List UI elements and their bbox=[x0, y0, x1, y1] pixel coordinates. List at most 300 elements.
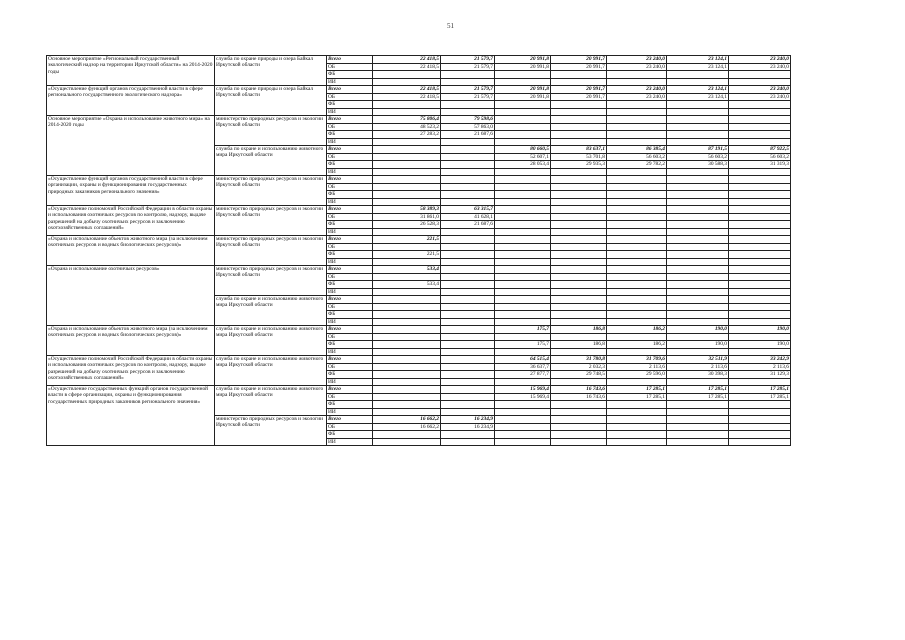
amount-cell bbox=[441, 138, 495, 146]
amount-cell: 190,0 bbox=[667, 341, 729, 349]
amount-cell bbox=[667, 431, 729, 439]
amount-cell: 175,7 bbox=[495, 341, 551, 349]
amount-cell bbox=[607, 183, 667, 191]
funding-source: Всего bbox=[327, 206, 373, 214]
funding-source: Всего bbox=[327, 356, 373, 364]
amount-cell bbox=[373, 431, 441, 439]
amount-cell bbox=[495, 236, 551, 244]
amount-cell bbox=[667, 176, 729, 184]
amount-cell bbox=[373, 348, 441, 356]
amount-cell bbox=[495, 311, 551, 319]
amount-cell bbox=[495, 138, 551, 146]
amount-cell bbox=[495, 296, 551, 304]
amount-cell bbox=[441, 236, 495, 244]
amount-cell: 33 242,9 bbox=[729, 356, 791, 364]
amount-cell bbox=[551, 438, 607, 446]
amount-cell bbox=[373, 243, 441, 251]
amount-cell: 16 234,9 bbox=[441, 416, 495, 424]
amount-cell bbox=[551, 251, 607, 259]
funding-source: ФБ bbox=[327, 341, 373, 349]
amount-cell: 17 285,1 bbox=[667, 393, 729, 401]
amount-cell bbox=[373, 161, 441, 169]
amount-cell bbox=[551, 221, 607, 229]
amount-cell bbox=[551, 431, 607, 439]
funding-source: Всего bbox=[327, 326, 373, 334]
amount-cell bbox=[551, 288, 607, 296]
responsible-executor: министерство природных ресурсов и экологии Иркутской области bbox=[215, 416, 327, 446]
responsible-executor: служба по охране природы и озера Байкал Иркутской области bbox=[215, 86, 327, 116]
amount-cell bbox=[667, 408, 729, 416]
funding-source: ОБ bbox=[327, 63, 373, 71]
amount-cell bbox=[729, 71, 791, 79]
amount-cell bbox=[607, 206, 667, 214]
funding-source: ОБ bbox=[327, 243, 373, 251]
amount-cell bbox=[551, 191, 607, 199]
funding-source: ФБ bbox=[327, 371, 373, 379]
amount-cell bbox=[551, 333, 607, 341]
amount-cell: 186,2 bbox=[607, 326, 667, 334]
amount-cell bbox=[729, 438, 791, 446]
amount-cell bbox=[495, 416, 551, 424]
amount-cell bbox=[729, 183, 791, 191]
amount-cell: 15 969,4 bbox=[495, 393, 551, 401]
funding-source: ИИ bbox=[327, 108, 373, 116]
amount-cell: 75 806,4 bbox=[373, 116, 441, 124]
funding-source: ФБ bbox=[327, 311, 373, 319]
amount-cell bbox=[667, 116, 729, 124]
amount-cell bbox=[607, 258, 667, 266]
amount-cell bbox=[607, 311, 667, 319]
amount-cell bbox=[607, 296, 667, 304]
amount-cell bbox=[495, 108, 551, 116]
amount-cell: 23 124,1 bbox=[667, 93, 729, 101]
amount-cell bbox=[495, 123, 551, 131]
amount-cell: 16 743,6 bbox=[551, 393, 607, 401]
amount-cell bbox=[667, 243, 729, 251]
amount-cell: 56 603,2 bbox=[729, 153, 791, 161]
amount-cell: 23 240,0 bbox=[607, 93, 667, 101]
amount-cell bbox=[441, 408, 495, 416]
amount-cell bbox=[495, 183, 551, 191]
amount-cell bbox=[551, 198, 607, 206]
amount-cell: 190,0 bbox=[729, 326, 791, 334]
amount-cell bbox=[495, 318, 551, 326]
amount-cell bbox=[729, 138, 791, 146]
funding-source: ФБ bbox=[327, 401, 373, 409]
amount-cell bbox=[551, 131, 607, 139]
amount-cell bbox=[551, 408, 607, 416]
amount-cell bbox=[495, 281, 551, 289]
activity-description: «Осуществление государственных функций органов государственной власти в сфере организации, охраны и функционирования государственных природных заказников регионального значения» bbox=[47, 386, 215, 446]
amount-cell: 26 528,3 bbox=[373, 221, 441, 229]
funding-source: ИИ bbox=[327, 228, 373, 236]
amount-cell bbox=[373, 176, 441, 184]
amount-cell: 53 701,8 bbox=[551, 153, 607, 161]
table-row bbox=[47, 266, 791, 274]
amount-cell bbox=[551, 311, 607, 319]
amount-cell bbox=[607, 78, 667, 86]
amount-cell bbox=[441, 333, 495, 341]
amount-cell bbox=[729, 333, 791, 341]
amount-cell bbox=[729, 311, 791, 319]
amount-cell bbox=[729, 401, 791, 409]
amount-cell bbox=[667, 288, 729, 296]
amount-cell bbox=[551, 176, 607, 184]
amount-cell bbox=[729, 288, 791, 296]
amount-cell bbox=[551, 416, 607, 424]
amount-cell bbox=[495, 116, 551, 124]
funding-source: ФБ bbox=[327, 281, 373, 289]
amount-cell: 17 285,1 bbox=[729, 386, 791, 394]
amount-cell bbox=[729, 431, 791, 439]
amount-cell bbox=[729, 273, 791, 281]
amount-cell: 533,4 bbox=[373, 281, 441, 289]
amount-cell: 20 991,8 bbox=[495, 86, 551, 94]
amount-cell: 63 315,7 bbox=[441, 206, 495, 214]
activity-description: Основное мероприятие «Региональный государственный экологический надзор на территории Иркутской области» на 2014-2020 годы bbox=[47, 56, 215, 86]
amount-cell bbox=[495, 221, 551, 229]
funding-source: ИИ bbox=[327, 378, 373, 386]
table-row bbox=[47, 56, 791, 64]
amount-cell bbox=[495, 78, 551, 86]
amount-cell: 87 191,5 bbox=[667, 146, 729, 154]
amount-cell bbox=[667, 423, 729, 431]
responsible-executor: служба по охране и использованию животного мира Иркутской области bbox=[215, 356, 327, 386]
amount-cell bbox=[667, 101, 729, 109]
amount-cell: 20 991,8 bbox=[495, 93, 551, 101]
amount-cell: 29 596,0 bbox=[607, 371, 667, 379]
amount-cell: 58 389,3 bbox=[373, 206, 441, 214]
amount-cell: 80 660,5 bbox=[495, 146, 551, 154]
amount-cell bbox=[373, 363, 441, 371]
amount-cell: 186,8 bbox=[551, 341, 607, 349]
amount-cell bbox=[729, 116, 791, 124]
amount-cell bbox=[373, 386, 441, 394]
amount-cell: 16 234,9 bbox=[441, 423, 495, 431]
amount-cell bbox=[441, 273, 495, 281]
amount-cell bbox=[667, 258, 729, 266]
amount-cell bbox=[551, 206, 607, 214]
amount-cell bbox=[551, 213, 607, 221]
amount-cell bbox=[373, 318, 441, 326]
amount-cell bbox=[607, 243, 667, 251]
amount-cell bbox=[607, 168, 667, 176]
funding-source: ОБ bbox=[327, 183, 373, 191]
activity-description: «Осуществление полномочий Российской Федерации в области охраны и использования охотничьих ресурсов по контролю, надзору, выдаче разрешений на добычу охотничьих ресурсов и заключению охотхозяйственных соглашений» bbox=[47, 206, 215, 236]
amount-cell bbox=[441, 243, 495, 251]
amount-cell bbox=[495, 176, 551, 184]
amount-cell bbox=[495, 401, 551, 409]
amount-cell: 31 861,0 bbox=[373, 213, 441, 221]
amount-cell bbox=[551, 78, 607, 86]
amount-cell bbox=[667, 198, 729, 206]
amount-cell: 23 240,0 bbox=[729, 86, 791, 94]
table-row bbox=[47, 176, 791, 184]
amount-cell: 21 687,6 bbox=[441, 221, 495, 229]
amount-cell bbox=[729, 101, 791, 109]
amount-cell bbox=[607, 266, 667, 274]
amount-cell bbox=[373, 138, 441, 146]
amount-cell: 15 969,4 bbox=[495, 386, 551, 394]
responsible-executor: служба по охране и использованию животного мира Иркутской области bbox=[215, 296, 327, 326]
funding-source: ФБ bbox=[327, 161, 373, 169]
funding-source: ФБ bbox=[327, 221, 373, 229]
amount-cell bbox=[667, 401, 729, 409]
amount-cell bbox=[441, 341, 495, 349]
amount-cell bbox=[729, 303, 791, 311]
amount-cell bbox=[441, 326, 495, 334]
amount-cell bbox=[729, 176, 791, 184]
amount-cell bbox=[607, 431, 667, 439]
amount-cell bbox=[373, 326, 441, 334]
amount-cell bbox=[373, 333, 441, 341]
amount-cell bbox=[729, 108, 791, 116]
amount-cell bbox=[667, 416, 729, 424]
table-row bbox=[47, 86, 791, 94]
activity-description: «Охрана и использование объектов животного мира (за исключением охотничьих ресурсов и водных биологических ресурсов)» bbox=[47, 236, 215, 266]
table-row bbox=[47, 356, 791, 364]
amount-cell bbox=[373, 393, 441, 401]
amount-cell bbox=[441, 168, 495, 176]
amount-cell: 23 124,1 bbox=[667, 86, 729, 94]
amount-cell bbox=[495, 266, 551, 274]
amount-cell bbox=[441, 318, 495, 326]
activity-description: «Осуществление функций органов государственной власти в сфере организации, охраны и функционирования государственных природных заказников регионального значения» bbox=[47, 176, 215, 206]
amount-cell bbox=[667, 191, 729, 199]
amount-cell: 533,4 bbox=[373, 266, 441, 274]
amount-cell bbox=[441, 386, 495, 394]
amount-cell bbox=[441, 161, 495, 169]
amount-cell bbox=[441, 288, 495, 296]
amount-cell bbox=[441, 431, 495, 439]
responsible-executor: министерство природных ресурсов и экологии Иркутской области bbox=[215, 266, 327, 296]
amount-cell: 57 863,0 bbox=[441, 123, 495, 131]
amount-cell: 22 418,5 bbox=[373, 56, 441, 64]
amount-cell bbox=[441, 393, 495, 401]
amount-cell bbox=[373, 258, 441, 266]
amount-cell bbox=[667, 71, 729, 79]
amount-cell bbox=[667, 348, 729, 356]
funding-source: ФБ bbox=[327, 251, 373, 259]
amount-cell bbox=[495, 191, 551, 199]
amount-cell bbox=[607, 303, 667, 311]
amount-cell bbox=[729, 243, 791, 251]
amount-cell bbox=[373, 311, 441, 319]
amount-cell bbox=[441, 191, 495, 199]
amount-cell: 17 285,1 bbox=[667, 386, 729, 394]
amount-cell bbox=[667, 266, 729, 274]
amount-cell bbox=[667, 318, 729, 326]
amount-cell: 27 877,7 bbox=[495, 371, 551, 379]
responsible-executor: министерство природных ресурсов и экологии Иркутской области bbox=[215, 206, 327, 236]
activity-description: «Охрана и использование объектов животного мира (за исключением охотничьих ресурсов и водных биологических ресурсов)» bbox=[47, 326, 215, 356]
table-row bbox=[47, 326, 791, 334]
amount-cell bbox=[373, 108, 441, 116]
amount-cell bbox=[551, 123, 607, 131]
amount-cell: 190,0 bbox=[667, 326, 729, 334]
amount-cell: 190,0 bbox=[729, 341, 791, 349]
amount-cell bbox=[551, 108, 607, 116]
amount-cell: 20 991,7 bbox=[551, 86, 607, 94]
amount-cell bbox=[667, 131, 729, 139]
amount-cell: 27 283,2 bbox=[373, 131, 441, 139]
amount-cell bbox=[607, 318, 667, 326]
amount-cell bbox=[373, 183, 441, 191]
amount-cell bbox=[441, 303, 495, 311]
amount-cell: 2 032,3 bbox=[551, 363, 607, 371]
amount-cell bbox=[667, 228, 729, 236]
funding-source: ИИ bbox=[327, 78, 373, 86]
amount-cell: 17 285,1 bbox=[729, 393, 791, 401]
amount-cell bbox=[667, 303, 729, 311]
amount-cell bbox=[667, 251, 729, 259]
amount-cell bbox=[607, 378, 667, 386]
amount-cell bbox=[607, 333, 667, 341]
funding-source: Всего bbox=[327, 266, 373, 274]
amount-cell: 20 991,8 bbox=[495, 56, 551, 64]
amount-cell bbox=[441, 108, 495, 116]
amount-cell bbox=[495, 213, 551, 221]
amount-cell bbox=[441, 146, 495, 154]
amount-cell: 29 935,3 bbox=[551, 161, 607, 169]
amount-cell bbox=[607, 221, 667, 229]
amount-cell bbox=[607, 108, 667, 116]
amount-cell bbox=[667, 438, 729, 446]
amount-cell: 29 782,2 bbox=[607, 161, 667, 169]
amount-cell bbox=[495, 206, 551, 214]
amount-cell: 21 579,7 bbox=[441, 56, 495, 64]
amount-cell bbox=[551, 296, 607, 304]
amount-cell bbox=[607, 101, 667, 109]
amount-cell bbox=[441, 176, 495, 184]
funding-source: ОБ bbox=[327, 363, 373, 371]
responsible-executor: служба по охране и использованию животного мира Иркутской области bbox=[215, 146, 327, 176]
amount-cell bbox=[441, 101, 495, 109]
funding-source: Всего bbox=[327, 386, 373, 394]
amount-cell bbox=[495, 243, 551, 251]
amount-cell: 186,2 bbox=[607, 341, 667, 349]
amount-cell bbox=[551, 281, 607, 289]
amount-cell bbox=[551, 183, 607, 191]
funding-source: ИИ bbox=[327, 258, 373, 266]
amount-cell bbox=[441, 311, 495, 319]
amount-cell: 22 418,5 bbox=[373, 63, 441, 71]
amount-cell bbox=[607, 438, 667, 446]
amount-cell bbox=[551, 258, 607, 266]
funding-source: ОБ bbox=[327, 423, 373, 431]
amount-cell: 175,7 bbox=[495, 326, 551, 334]
amount-cell bbox=[729, 191, 791, 199]
amount-cell bbox=[667, 138, 729, 146]
amount-cell: 21 579,7 bbox=[441, 93, 495, 101]
amount-cell bbox=[607, 423, 667, 431]
funding-source: ФБ bbox=[327, 131, 373, 139]
amount-cell bbox=[607, 191, 667, 199]
amount-cell bbox=[551, 378, 607, 386]
amount-cell bbox=[667, 236, 729, 244]
amount-cell bbox=[551, 138, 607, 146]
amount-cell bbox=[607, 281, 667, 289]
amount-cell bbox=[551, 168, 607, 176]
responsible-executor: министерство природных ресурсов и экологии Иркутской области bbox=[215, 236, 327, 266]
amount-cell bbox=[441, 78, 495, 86]
amount-cell bbox=[373, 78, 441, 86]
amount-cell bbox=[373, 198, 441, 206]
amount-cell bbox=[667, 296, 729, 304]
amount-cell: 23 240,0 bbox=[607, 63, 667, 71]
amount-cell bbox=[373, 378, 441, 386]
amount-cell bbox=[729, 348, 791, 356]
amount-cell: 221,5 bbox=[373, 251, 441, 259]
amount-cell bbox=[667, 281, 729, 289]
amount-cell bbox=[729, 318, 791, 326]
amount-cell bbox=[373, 153, 441, 161]
amount-cell bbox=[667, 168, 729, 176]
responsible-executor: министерство природных ресурсов и экологии Иркутской области bbox=[215, 116, 327, 146]
amount-cell: 23 240,0 bbox=[607, 86, 667, 94]
amount-cell bbox=[373, 296, 441, 304]
funding-source: ИИ bbox=[327, 288, 373, 296]
amount-cell: 48 523,2 bbox=[373, 123, 441, 131]
amount-cell bbox=[373, 71, 441, 79]
amount-cell bbox=[495, 303, 551, 311]
funding-source: ИИ bbox=[327, 318, 373, 326]
amount-cell bbox=[373, 228, 441, 236]
amount-cell bbox=[495, 423, 551, 431]
amount-cell: 20 991,7 bbox=[551, 63, 607, 71]
amount-cell bbox=[495, 101, 551, 109]
funding-source: ОБ bbox=[327, 303, 373, 311]
amount-cell bbox=[607, 123, 667, 131]
amount-cell bbox=[373, 356, 441, 364]
amount-cell bbox=[667, 378, 729, 386]
amount-cell bbox=[729, 78, 791, 86]
amount-cell bbox=[729, 281, 791, 289]
table-row bbox=[47, 386, 791, 394]
amount-cell bbox=[441, 378, 495, 386]
amount-cell bbox=[729, 408, 791, 416]
funding-source: Всего bbox=[327, 416, 373, 424]
amount-cell bbox=[551, 101, 607, 109]
amount-cell bbox=[495, 348, 551, 356]
amount-cell bbox=[373, 168, 441, 176]
amount-cell bbox=[607, 408, 667, 416]
amount-cell: 52 607,1 bbox=[495, 153, 551, 161]
amount-cell bbox=[551, 243, 607, 251]
amount-cell: 56 603,2 bbox=[607, 153, 667, 161]
amount-cell: 29 748,5 bbox=[551, 371, 607, 379]
funding-source: ОБ bbox=[327, 213, 373, 221]
funding-source: ФБ bbox=[327, 71, 373, 79]
amount-cell: 41 628,1 bbox=[441, 213, 495, 221]
amount-cell bbox=[667, 273, 729, 281]
activity-description: «Охрана и использование охотничьих ресурсов» bbox=[47, 266, 215, 326]
amount-cell: 31 319,3 bbox=[729, 161, 791, 169]
amount-cell bbox=[607, 228, 667, 236]
amount-cell bbox=[607, 348, 667, 356]
amount-cell bbox=[441, 183, 495, 191]
amount-cell bbox=[495, 378, 551, 386]
amount-cell bbox=[607, 416, 667, 424]
responsible-executor: служба по охране природы и озера Байкал Иркутской области bbox=[215, 56, 327, 86]
funding-source: ИИ bbox=[327, 408, 373, 416]
amount-cell: 2 113,6 bbox=[729, 363, 791, 371]
amount-cell: 16 662,2 bbox=[373, 416, 441, 424]
amount-cell bbox=[667, 311, 729, 319]
amount-cell: 23 124,1 bbox=[667, 63, 729, 71]
amount-cell bbox=[607, 198, 667, 206]
amount-cell bbox=[495, 131, 551, 139]
